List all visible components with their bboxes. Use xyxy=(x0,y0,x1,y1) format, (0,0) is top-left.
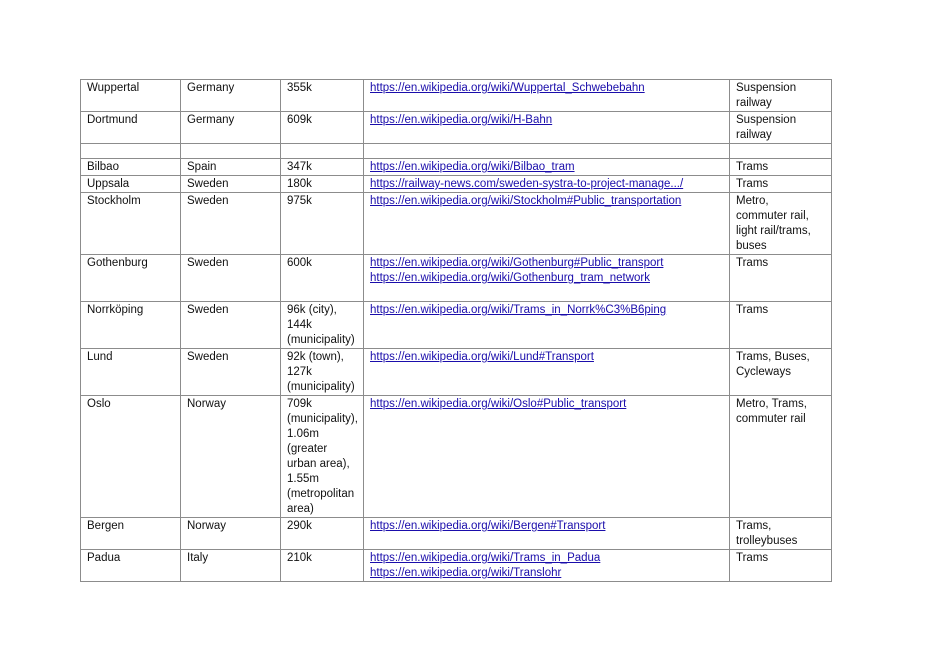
country-cell xyxy=(181,193,281,255)
country-name: Spain xyxy=(187,161,217,173)
transport-type-line: Metro, xyxy=(736,195,769,207)
reference-link[interactable]: https://en.wikipedia.org/wiki/Trams_in_Padua xyxy=(370,552,601,564)
reference-link[interactable]: https://en.wikipedia.org/wiki/Bilbao_tram xyxy=(370,161,575,173)
links-cell xyxy=(364,396,730,518)
transport-type-line: Trams, Buses, xyxy=(736,351,810,363)
transport-type-line: commuter rail, xyxy=(736,210,809,222)
city-cell xyxy=(81,255,181,302)
transport-type-cell xyxy=(730,193,832,255)
table-row xyxy=(81,159,832,176)
transport-type-line: railway xyxy=(736,97,772,109)
country-name: Norway xyxy=(187,520,226,532)
country-cell xyxy=(181,159,281,176)
population-cell xyxy=(281,302,364,349)
population-line: (municipality) xyxy=(287,381,355,393)
city-name: Lund xyxy=(87,351,113,363)
country-cell xyxy=(181,176,281,193)
reference-link[interactable]: https://railway-news.com/sweden-systra-to-project-manage.../ xyxy=(370,178,684,190)
transport-type-line: commuter rail xyxy=(736,413,806,425)
reference-link[interactable]: https://en.wikipedia.org/wiki/Gothenburg#Public_transport xyxy=(370,257,664,269)
country-name: Sweden xyxy=(187,257,229,269)
population-cell xyxy=(281,144,364,159)
country-cell xyxy=(181,80,281,112)
population-cell xyxy=(281,159,364,176)
links-cell xyxy=(364,518,730,550)
transport-type-line: trolleybuses xyxy=(736,535,798,547)
reference-link[interactable]: https://en.wikipedia.org/wiki/Gothenburg_tram_network xyxy=(370,272,650,284)
table-row xyxy=(81,396,832,518)
reference-link[interactable]: https://en.wikipedia.org/wiki/Translohr xyxy=(370,567,562,579)
transport-type-cell xyxy=(730,176,832,193)
reference-link[interactable]: https://en.wikipedia.org/wiki/Lund#Transport xyxy=(370,351,594,363)
population-line: 709k xyxy=(287,398,312,410)
links-cell xyxy=(364,80,730,112)
transport-type-cell xyxy=(730,159,832,176)
population-line: 609k xyxy=(287,114,312,126)
transport-type-line: railway xyxy=(736,129,772,141)
country-cell xyxy=(181,144,281,159)
table-row xyxy=(81,176,832,193)
table-row xyxy=(81,193,832,255)
transport-type-cell xyxy=(730,396,832,518)
reference-link[interactable]: https://en.wikipedia.org/wiki/Bergen#Transport xyxy=(370,520,606,532)
population-line: 1.06m xyxy=(287,428,319,440)
country-name: Germany xyxy=(187,114,235,126)
population-line: 92k (town), xyxy=(287,351,344,363)
population-line: 355k xyxy=(287,82,312,94)
population-line: 210k xyxy=(287,552,312,564)
table-row xyxy=(81,144,832,159)
reference-link[interactable]: https://en.wikipedia.org/wiki/H-Bahn xyxy=(370,114,553,126)
country-name: Sweden xyxy=(187,178,229,190)
city-name: Bilbao xyxy=(87,161,119,173)
country-cell xyxy=(181,349,281,396)
transport-type-line: Trams xyxy=(736,304,769,316)
transport-type-cell xyxy=(730,302,832,349)
population-line: 144k xyxy=(287,319,312,331)
transport-type-cell xyxy=(730,112,832,144)
population-line: (municipality), xyxy=(287,413,358,425)
transport-type-line: Trams xyxy=(736,161,769,173)
links-cell xyxy=(364,302,730,349)
population-cell xyxy=(281,518,364,550)
population-line: 1.55m xyxy=(287,473,319,485)
population-cell xyxy=(281,349,364,396)
population-cell xyxy=(281,193,364,255)
city-cell xyxy=(81,550,181,582)
reference-link[interactable]: https://en.wikipedia.org/wiki/Trams_in_Norrk%C3%B6ping xyxy=(370,304,667,316)
population-line: area) xyxy=(287,503,314,515)
population-line: 180k xyxy=(287,178,312,190)
city-cell xyxy=(81,159,181,176)
population-line: urban area), xyxy=(287,458,350,470)
population-cell xyxy=(281,550,364,582)
transport-type-cell xyxy=(730,518,832,550)
transport-type-line: Metro, Trams, xyxy=(736,398,807,410)
links-cell xyxy=(364,176,730,193)
city-cell xyxy=(81,144,181,159)
links-cell xyxy=(364,159,730,176)
population-cell xyxy=(281,176,364,193)
table-row xyxy=(81,255,832,302)
population-line: 290k xyxy=(287,520,312,532)
transport-type-cell xyxy=(730,349,832,396)
population-line: 600k xyxy=(287,257,312,269)
city-name: Gothenburg xyxy=(87,257,148,269)
transport-type-line: Suspension xyxy=(736,114,797,126)
city-name: Stockholm xyxy=(87,195,141,207)
country-cell xyxy=(181,255,281,302)
country-name: Italy xyxy=(187,552,209,564)
country-name: Sweden xyxy=(187,304,229,316)
transport-type-cell xyxy=(730,80,832,112)
population-line: 96k (city), xyxy=(287,304,337,316)
table-row xyxy=(81,349,832,396)
country-name: Sweden xyxy=(187,351,229,363)
city-name: Oslo xyxy=(87,398,111,410)
table-row xyxy=(81,550,832,582)
city-cell xyxy=(81,193,181,255)
table-row xyxy=(81,112,832,144)
city-cell xyxy=(81,176,181,193)
transport-type-line: Trams xyxy=(736,257,769,269)
transport-type-line: buses xyxy=(736,240,767,252)
city-name: Dortmund xyxy=(87,114,138,126)
population-cell xyxy=(281,80,364,112)
transport-type-line: Trams, xyxy=(736,520,772,532)
city-name: Norrköping xyxy=(87,304,144,316)
country-cell xyxy=(181,302,281,349)
country-name: Norway xyxy=(187,398,226,410)
city-cell xyxy=(81,518,181,550)
population-cell xyxy=(281,396,364,518)
country-cell xyxy=(181,112,281,144)
city-cell xyxy=(81,396,181,518)
reference-link[interactable]: https://en.wikipedia.org/wiki/Oslo#Public_transport xyxy=(370,398,627,410)
links-cell xyxy=(364,255,730,302)
city-cell xyxy=(81,349,181,396)
transport-type-line: light rail/trams, xyxy=(736,225,811,237)
transport-type-line: Suspension xyxy=(736,82,797,94)
population-cell xyxy=(281,255,364,302)
city-name: Bergen xyxy=(87,520,125,532)
city-cell xyxy=(81,80,181,112)
city-transport-table xyxy=(80,79,832,582)
transport-type-cell xyxy=(730,550,832,582)
city-cell xyxy=(81,112,181,144)
city-cell xyxy=(81,302,181,349)
links-cell xyxy=(364,144,730,159)
country-name: Germany xyxy=(187,82,235,94)
transport-type-line: Cycleways xyxy=(736,366,791,378)
population-line: (municipality) xyxy=(287,334,355,346)
country-name: Sweden xyxy=(187,195,229,207)
city-name: Padua xyxy=(87,552,121,564)
links-cell xyxy=(364,550,730,582)
links-cell xyxy=(364,112,730,144)
reference-link[interactable]: https://en.wikipedia.org/wiki/Stockholm#Public_transportation xyxy=(370,195,682,207)
transport-type-cell xyxy=(730,255,832,302)
table-row xyxy=(81,518,832,550)
links-cell xyxy=(364,193,730,255)
city-name: Wuppertal xyxy=(87,82,140,94)
population-line: 975k xyxy=(287,195,312,207)
links-cell xyxy=(364,349,730,396)
reference-link[interactable]: https://en.wikipedia.org/wiki/Wuppertal_Schwebebahn xyxy=(370,82,645,94)
table-row xyxy=(81,302,832,349)
city-name: Uppsala xyxy=(87,178,130,190)
population-cell xyxy=(281,112,364,144)
population-line: (greater xyxy=(287,443,328,455)
population-line: 127k xyxy=(287,366,312,378)
transport-type-cell xyxy=(730,144,832,159)
table-row xyxy=(81,80,832,112)
country-cell xyxy=(181,396,281,518)
country-cell xyxy=(181,518,281,550)
transport-type-line: Trams xyxy=(736,178,769,190)
transport-type-line: Trams xyxy=(736,552,769,564)
population-line: 347k xyxy=(287,161,312,173)
country-cell xyxy=(181,550,281,582)
population-line: (metropolitan xyxy=(287,488,355,500)
